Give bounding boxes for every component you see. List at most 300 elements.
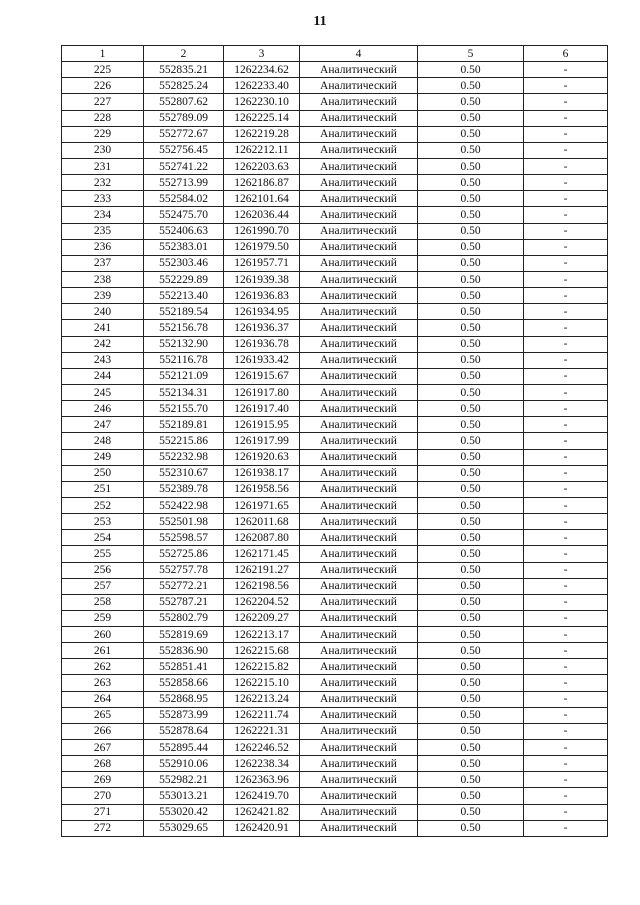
- note-cell: -: [524, 62, 608, 78]
- method-cell: Аналитический: [300, 271, 418, 287]
- accuracy-cell: 0.50: [418, 772, 524, 788]
- x-coordinate-cell: 552757.78: [144, 562, 224, 578]
- table-row: [62, 110, 608, 126]
- method-cell: Аналитический: [300, 142, 418, 158]
- point-number-cell: 263: [62, 675, 144, 691]
- point-number-cell: 256: [62, 562, 144, 578]
- point-number-cell: 246: [62, 401, 144, 417]
- method-cell: Аналитический: [300, 562, 418, 578]
- point-number-cell: 241: [62, 320, 144, 336]
- method-cell: Аналитический: [300, 740, 418, 756]
- accuracy-cell: 0.50: [418, 62, 524, 78]
- method-cell: Аналитический: [300, 514, 418, 530]
- accuracy-cell: 0.50: [418, 465, 524, 481]
- y-coordinate-cell: 1261920.63: [224, 449, 300, 465]
- header-cell-5: 5: [418, 46, 524, 62]
- y-coordinate-cell: 1262204.52: [224, 594, 300, 610]
- y-coordinate-cell: 1261936.83: [224, 288, 300, 304]
- note-cell: -: [524, 223, 608, 239]
- point-number-cell: 247: [62, 417, 144, 433]
- y-coordinate-cell: 1261958.56: [224, 481, 300, 497]
- note-cell: -: [524, 336, 608, 352]
- accuracy-cell: 0.50: [418, 756, 524, 772]
- x-coordinate-cell: 552189.81: [144, 417, 224, 433]
- y-coordinate-cell: 1262036.44: [224, 207, 300, 223]
- method-cell: Аналитический: [300, 497, 418, 513]
- table-row: [62, 804, 608, 820]
- y-coordinate-cell: 1262186.87: [224, 175, 300, 191]
- method-cell: Аналитический: [300, 465, 418, 481]
- accuracy-cell: 0.50: [418, 175, 524, 191]
- x-coordinate-cell: 552725.86: [144, 546, 224, 562]
- y-coordinate-cell: 1262209.27: [224, 610, 300, 626]
- accuracy-cell: 0.50: [418, 384, 524, 400]
- table-row: [62, 304, 608, 320]
- y-coordinate-cell: 1261957.71: [224, 255, 300, 271]
- note-cell: -: [524, 659, 608, 675]
- note-cell: -: [524, 304, 608, 320]
- y-coordinate-cell: 1262246.52: [224, 740, 300, 756]
- method-cell: Аналитический: [300, 336, 418, 352]
- table-row: [62, 772, 608, 788]
- y-coordinate-cell: 1262191.27: [224, 562, 300, 578]
- y-coordinate-cell: 1262420.91: [224, 820, 300, 836]
- table-row: [62, 368, 608, 384]
- x-coordinate-cell: 552215.86: [144, 433, 224, 449]
- y-coordinate-cell: 1261990.70: [224, 223, 300, 239]
- table-body: [62, 62, 608, 837]
- point-number-cell: 240: [62, 304, 144, 320]
- x-coordinate-cell: 552741.22: [144, 158, 224, 174]
- y-coordinate-cell: 1261936.78: [224, 336, 300, 352]
- note-cell: -: [524, 481, 608, 497]
- method-cell: Аналитический: [300, 627, 418, 643]
- x-coordinate-cell: 552878.64: [144, 723, 224, 739]
- table-row: [62, 126, 608, 142]
- method-cell: Аналитический: [300, 126, 418, 142]
- header-cell-3: 3: [224, 46, 300, 62]
- x-coordinate-cell: 552189.54: [144, 304, 224, 320]
- header-cell-2: 2: [144, 46, 224, 62]
- accuracy-cell: 0.50: [418, 804, 524, 820]
- accuracy-cell: 0.50: [418, 514, 524, 530]
- note-cell: -: [524, 110, 608, 126]
- note-cell: -: [524, 804, 608, 820]
- note-cell: -: [524, 530, 608, 546]
- x-coordinate-cell: 552598.57: [144, 530, 224, 546]
- y-coordinate-cell: 1261917.40: [224, 401, 300, 417]
- header-cell-1: 1: [62, 46, 144, 62]
- accuracy-cell: 0.50: [418, 610, 524, 626]
- x-coordinate-cell: 552910.06: [144, 756, 224, 772]
- table-row: [62, 465, 608, 481]
- table-row: [62, 336, 608, 352]
- point-number-cell: 233: [62, 191, 144, 207]
- accuracy-cell: 0.50: [418, 126, 524, 142]
- x-coordinate-cell: 552756.45: [144, 142, 224, 158]
- table-row: [62, 239, 608, 255]
- accuracy-cell: 0.50: [418, 691, 524, 707]
- y-coordinate-cell: 1261939.38: [224, 271, 300, 287]
- accuracy-cell: 0.50: [418, 740, 524, 756]
- method-cell: Аналитический: [300, 675, 418, 691]
- accuracy-cell: 0.50: [418, 223, 524, 239]
- x-coordinate-cell: 552132.90: [144, 336, 224, 352]
- method-cell: Аналитический: [300, 643, 418, 659]
- table-row: [62, 707, 608, 723]
- point-number-cell: 229: [62, 126, 144, 142]
- accuracy-cell: 0.50: [418, 707, 524, 723]
- x-coordinate-cell: 552156.78: [144, 320, 224, 336]
- accuracy-cell: 0.50: [418, 627, 524, 643]
- point-number-cell: 242: [62, 336, 144, 352]
- point-number-cell: 235: [62, 223, 144, 239]
- y-coordinate-cell: 1261934.95: [224, 304, 300, 320]
- method-cell: Аналитический: [300, 78, 418, 94]
- method-cell: Аналитический: [300, 223, 418, 239]
- x-coordinate-cell: 552819.69: [144, 627, 224, 643]
- x-coordinate-cell: 552982.21: [144, 772, 224, 788]
- accuracy-cell: 0.50: [418, 530, 524, 546]
- y-coordinate-cell: 1261915.95: [224, 417, 300, 433]
- method-cell: Аналитический: [300, 449, 418, 465]
- note-cell: -: [524, 627, 608, 643]
- method-cell: Аналитический: [300, 530, 418, 546]
- y-coordinate-cell: 1262221.31: [224, 723, 300, 739]
- accuracy-cell: 0.50: [418, 449, 524, 465]
- note-cell: -: [524, 255, 608, 271]
- accuracy-cell: 0.50: [418, 239, 524, 255]
- x-coordinate-cell: 552825.24: [144, 78, 224, 94]
- table-row: [62, 546, 608, 562]
- note-cell: -: [524, 707, 608, 723]
- method-cell: Аналитический: [300, 707, 418, 723]
- accuracy-cell: 0.50: [418, 78, 524, 94]
- y-coordinate-cell: 1262238.34: [224, 756, 300, 772]
- point-number-cell: 272: [62, 820, 144, 836]
- accuracy-cell: 0.50: [418, 723, 524, 739]
- note-cell: -: [524, 320, 608, 336]
- accuracy-cell: 0.50: [418, 497, 524, 513]
- table-row: [62, 497, 608, 513]
- note-cell: -: [524, 78, 608, 94]
- table-row: [62, 740, 608, 756]
- y-coordinate-cell: 1261938.17: [224, 465, 300, 481]
- x-coordinate-cell: 552155.70: [144, 401, 224, 417]
- accuracy-cell: 0.50: [418, 207, 524, 223]
- note-cell: -: [524, 740, 608, 756]
- x-coordinate-cell: 553029.65: [144, 820, 224, 836]
- accuracy-cell: 0.50: [418, 433, 524, 449]
- note-cell: -: [524, 175, 608, 191]
- point-number-cell: 230: [62, 142, 144, 158]
- accuracy-cell: 0.50: [418, 594, 524, 610]
- y-coordinate-cell: 1262211.74: [224, 707, 300, 723]
- x-coordinate-cell: 552873.99: [144, 707, 224, 723]
- point-number-cell: 227: [62, 94, 144, 110]
- point-number-cell: 245: [62, 384, 144, 400]
- point-number-cell: 259: [62, 610, 144, 626]
- accuracy-cell: 0.50: [418, 643, 524, 659]
- x-coordinate-cell: 552134.31: [144, 384, 224, 400]
- table-row: [62, 675, 608, 691]
- table-row: [62, 255, 608, 271]
- point-number-cell: 244: [62, 368, 144, 384]
- y-coordinate-cell: 1262213.17: [224, 627, 300, 643]
- table-row: [62, 62, 608, 78]
- y-coordinate-cell: 1261933.42: [224, 352, 300, 368]
- coordinates-table: [61, 45, 608, 837]
- x-coordinate-cell: 552858.66: [144, 675, 224, 691]
- note-cell: -: [524, 788, 608, 804]
- x-coordinate-cell: 552895.44: [144, 740, 224, 756]
- x-coordinate-cell: 552802.79: [144, 610, 224, 626]
- y-coordinate-cell: 1262101.64: [224, 191, 300, 207]
- table-row: [62, 417, 608, 433]
- method-cell: Аналитический: [300, 384, 418, 400]
- y-coordinate-cell: 1261979.50: [224, 239, 300, 255]
- accuracy-cell: 0.50: [418, 142, 524, 158]
- table-row: [62, 352, 608, 368]
- point-number-cell: 266: [62, 723, 144, 739]
- y-coordinate-cell: 1262215.10: [224, 675, 300, 691]
- y-coordinate-cell: 1262215.68: [224, 643, 300, 659]
- x-coordinate-cell: 552303.46: [144, 255, 224, 271]
- method-cell: Аналитический: [300, 368, 418, 384]
- y-coordinate-cell: 1262198.56: [224, 578, 300, 594]
- point-number-cell: 232: [62, 175, 144, 191]
- y-coordinate-cell: 1262233.40: [224, 78, 300, 94]
- table-row: [62, 223, 608, 239]
- accuracy-cell: 0.50: [418, 304, 524, 320]
- x-coordinate-cell: 552789.09: [144, 110, 224, 126]
- note-cell: -: [524, 94, 608, 110]
- method-cell: Аналитический: [300, 481, 418, 497]
- x-coordinate-cell: 552836.90: [144, 643, 224, 659]
- note-cell: -: [524, 142, 608, 158]
- table-row: [62, 142, 608, 158]
- table-row: [62, 481, 608, 497]
- x-coordinate-cell: 552772.21: [144, 578, 224, 594]
- method-cell: Аналитический: [300, 401, 418, 417]
- method-cell: Аналитический: [300, 756, 418, 772]
- method-cell: Аналитический: [300, 578, 418, 594]
- point-number-cell: 251: [62, 481, 144, 497]
- note-cell: -: [524, 772, 608, 788]
- table-header: [62, 46, 608, 62]
- accuracy-cell: 0.50: [418, 417, 524, 433]
- method-cell: Аналитический: [300, 546, 418, 562]
- y-coordinate-cell: 1261971.65: [224, 497, 300, 513]
- method-cell: Аналитический: [300, 207, 418, 223]
- accuracy-cell: 0.50: [418, 546, 524, 562]
- note-cell: -: [524, 562, 608, 578]
- point-number-cell: 249: [62, 449, 144, 465]
- note-cell: -: [524, 594, 608, 610]
- note-cell: -: [524, 643, 608, 659]
- y-coordinate-cell: 1262363.96: [224, 772, 300, 788]
- y-coordinate-cell: 1262203.63: [224, 158, 300, 174]
- table-row: [62, 594, 608, 610]
- y-coordinate-cell: 1262171.45: [224, 546, 300, 562]
- x-coordinate-cell: 552406.63: [144, 223, 224, 239]
- x-coordinate-cell: 552383.01: [144, 239, 224, 255]
- accuracy-cell: 0.50: [418, 675, 524, 691]
- x-coordinate-cell: 552807.62: [144, 94, 224, 110]
- accuracy-cell: 0.50: [418, 401, 524, 417]
- accuracy-cell: 0.50: [418, 352, 524, 368]
- x-coordinate-cell: 552851.41: [144, 659, 224, 675]
- x-coordinate-cell: 552121.09: [144, 368, 224, 384]
- accuracy-cell: 0.50: [418, 288, 524, 304]
- table-row: [62, 175, 608, 191]
- page-number: 11: [313, 14, 327, 29]
- table-row: [62, 643, 608, 659]
- note-cell: -: [524, 675, 608, 691]
- table-row: [62, 94, 608, 110]
- x-coordinate-cell: 552868.95: [144, 691, 224, 707]
- x-coordinate-cell: 552475.70: [144, 207, 224, 223]
- accuracy-cell: 0.50: [418, 820, 524, 836]
- method-cell: Аналитический: [300, 62, 418, 78]
- point-number-cell: 261: [62, 643, 144, 659]
- table-row: [62, 514, 608, 530]
- x-coordinate-cell: 552116.78: [144, 352, 224, 368]
- method-cell: Аналитический: [300, 304, 418, 320]
- y-coordinate-cell: 1261915.67: [224, 368, 300, 384]
- note-cell: -: [524, 433, 608, 449]
- method-cell: Аналитический: [300, 723, 418, 739]
- method-cell: Аналитический: [300, 175, 418, 191]
- header-row: [62, 46, 608, 62]
- accuracy-cell: 0.50: [418, 481, 524, 497]
- note-cell: -: [524, 578, 608, 594]
- accuracy-cell: 0.50: [418, 788, 524, 804]
- x-coordinate-cell: 552229.89: [144, 271, 224, 287]
- y-coordinate-cell: 1262419.70: [224, 788, 300, 804]
- x-coordinate-cell: 552835.21: [144, 62, 224, 78]
- note-cell: -: [524, 723, 608, 739]
- method-cell: Аналитический: [300, 610, 418, 626]
- note-cell: -: [524, 820, 608, 836]
- table-row: [62, 820, 608, 836]
- x-coordinate-cell: 552584.02: [144, 191, 224, 207]
- note-cell: -: [524, 610, 608, 626]
- method-cell: Аналитический: [300, 288, 418, 304]
- y-coordinate-cell: 1262421.82: [224, 804, 300, 820]
- point-number-cell: 268: [62, 756, 144, 772]
- y-coordinate-cell: 1262213.24: [224, 691, 300, 707]
- x-coordinate-cell: 552232.98: [144, 449, 224, 465]
- point-number-cell: 267: [62, 740, 144, 756]
- y-coordinate-cell: 1262225.14: [224, 110, 300, 126]
- point-number-cell: 253: [62, 514, 144, 530]
- method-cell: Аналитический: [300, 158, 418, 174]
- point-number-cell: 271: [62, 804, 144, 820]
- table-row: [62, 288, 608, 304]
- y-coordinate-cell: 1262011.68: [224, 514, 300, 530]
- y-coordinate-cell: 1261917.99: [224, 433, 300, 449]
- point-number-cell: 250: [62, 465, 144, 481]
- y-coordinate-cell: 1262219.28: [224, 126, 300, 142]
- table-row: [62, 320, 608, 336]
- method-cell: Аналитический: [300, 191, 418, 207]
- note-cell: -: [524, 368, 608, 384]
- method-cell: Аналитический: [300, 594, 418, 610]
- table-row: [62, 578, 608, 594]
- point-number-cell: 270: [62, 788, 144, 804]
- note-cell: -: [524, 191, 608, 207]
- point-number-cell: 254: [62, 530, 144, 546]
- x-coordinate-cell: 552501.98: [144, 514, 224, 530]
- x-coordinate-cell: 552422.98: [144, 497, 224, 513]
- method-cell: Аналитический: [300, 788, 418, 804]
- method-cell: Аналитический: [300, 433, 418, 449]
- x-coordinate-cell: 552787.21: [144, 594, 224, 610]
- y-coordinate-cell: 1262230.10: [224, 94, 300, 110]
- point-number-cell: 225: [62, 62, 144, 78]
- table-row: [62, 158, 608, 174]
- point-number-cell: 226: [62, 78, 144, 94]
- accuracy-cell: 0.50: [418, 368, 524, 384]
- method-cell: Аналитический: [300, 352, 418, 368]
- table-row: [62, 530, 608, 546]
- method-cell: Аналитический: [300, 659, 418, 675]
- y-coordinate-cell: 1262212.11: [224, 142, 300, 158]
- table-row: [62, 691, 608, 707]
- method-cell: Аналитический: [300, 320, 418, 336]
- note-cell: -: [524, 239, 608, 255]
- point-number-cell: 248: [62, 433, 144, 449]
- note-cell: -: [524, 691, 608, 707]
- x-coordinate-cell: 552713.99: [144, 175, 224, 191]
- table-row: [62, 78, 608, 94]
- method-cell: Аналитический: [300, 804, 418, 820]
- table-row: [62, 207, 608, 223]
- method-cell: Аналитический: [300, 820, 418, 836]
- note-cell: -: [524, 401, 608, 417]
- x-coordinate-cell: 553020.42: [144, 804, 224, 820]
- accuracy-cell: 0.50: [418, 255, 524, 271]
- method-cell: Аналитический: [300, 94, 418, 110]
- method-cell: Аналитический: [300, 110, 418, 126]
- accuracy-cell: 0.50: [418, 271, 524, 287]
- x-coordinate-cell: 553013.21: [144, 788, 224, 804]
- accuracy-cell: 0.50: [418, 562, 524, 578]
- point-number-cell: 239: [62, 288, 144, 304]
- point-number-cell: 252: [62, 497, 144, 513]
- point-number-cell: 262: [62, 659, 144, 675]
- table-row: [62, 271, 608, 287]
- point-number-cell: 269: [62, 772, 144, 788]
- note-cell: -: [524, 465, 608, 481]
- table-row: [62, 610, 608, 626]
- point-number-cell: 236: [62, 239, 144, 255]
- point-number-cell: 231: [62, 158, 144, 174]
- accuracy-cell: 0.50: [418, 94, 524, 110]
- table-row: [62, 723, 608, 739]
- note-cell: -: [524, 497, 608, 513]
- note-cell: -: [524, 352, 608, 368]
- table-row: [62, 627, 608, 643]
- point-number-cell: 264: [62, 691, 144, 707]
- x-coordinate-cell: 552389.78: [144, 481, 224, 497]
- table-row: [62, 449, 608, 465]
- method-cell: Аналитический: [300, 417, 418, 433]
- point-number-cell: 257: [62, 578, 144, 594]
- y-coordinate-cell: 1261917.80: [224, 384, 300, 400]
- table-row: [62, 756, 608, 772]
